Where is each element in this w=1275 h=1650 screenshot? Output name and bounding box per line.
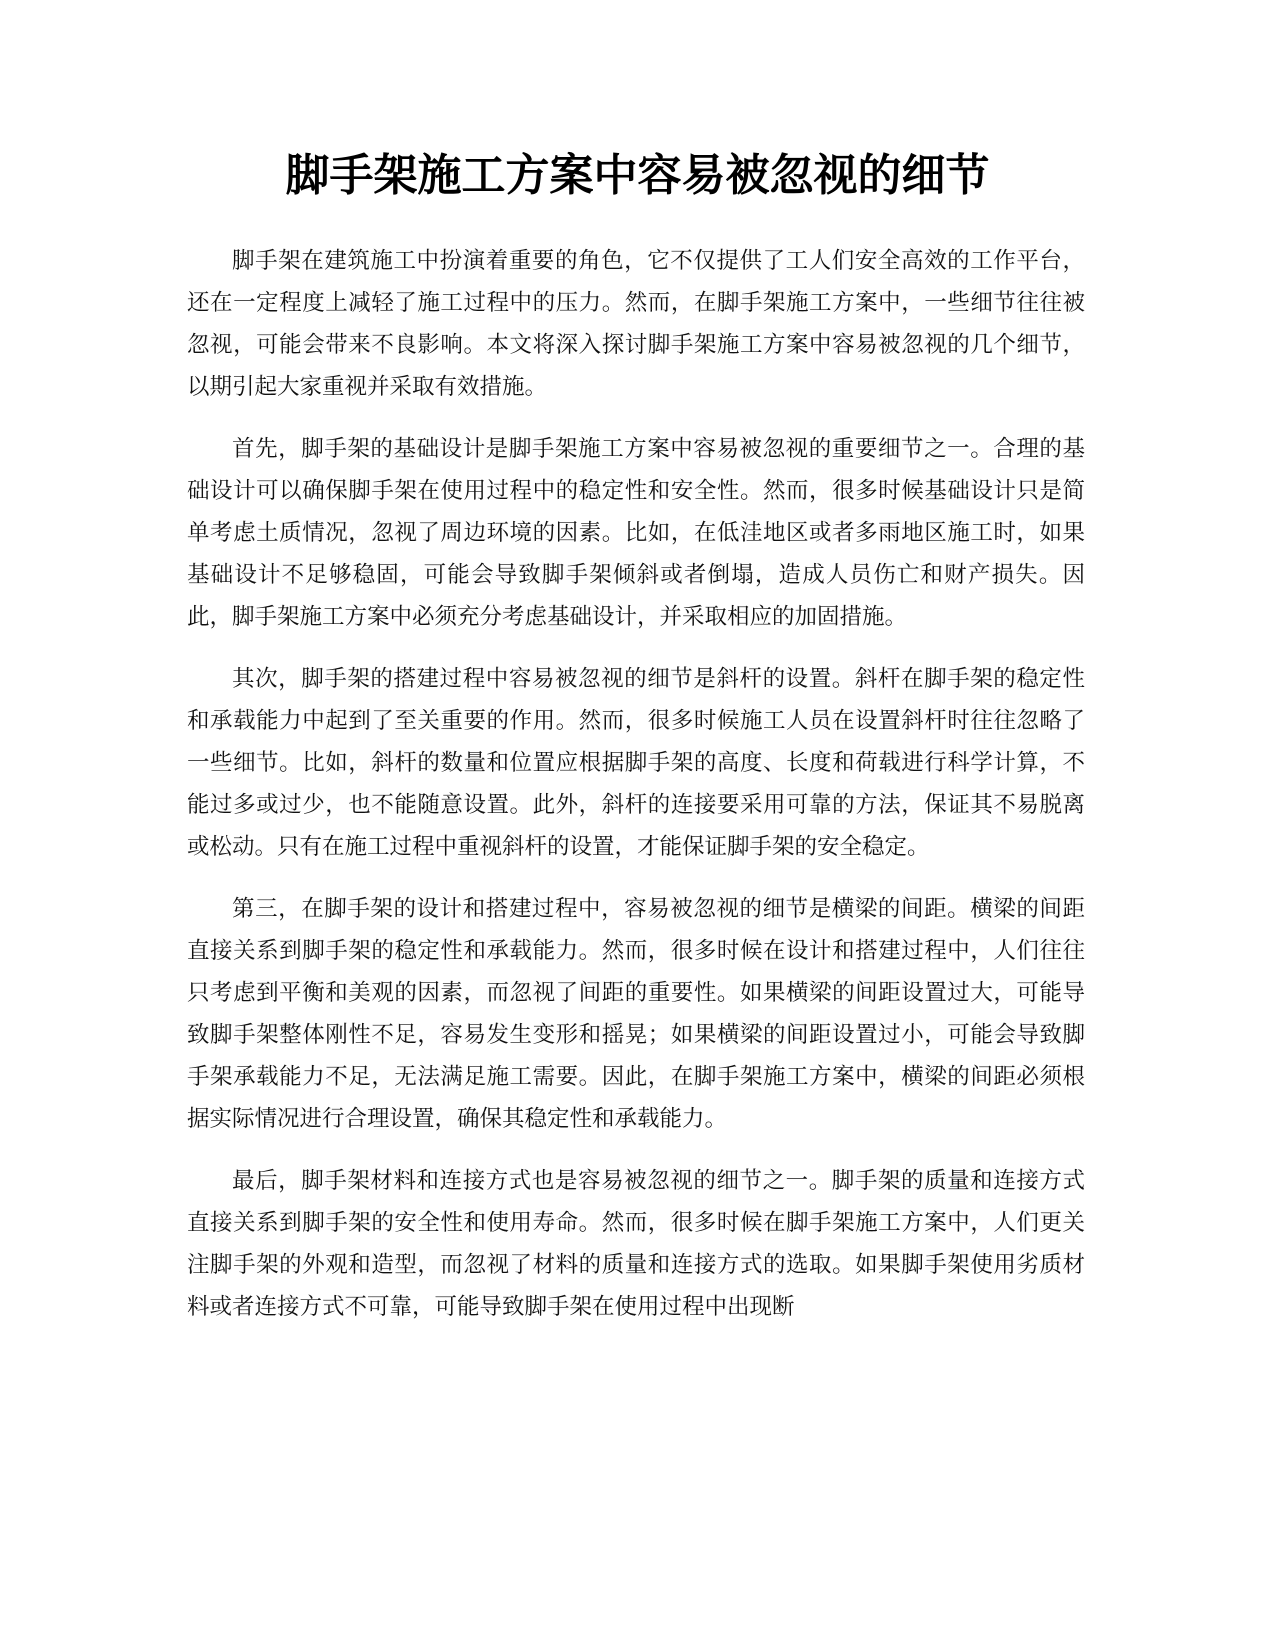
paragraph-beam-spacing: 第三，在脚手架的设计和搭建过程中，容易被忽视的细节是横梁的间距。横梁的间距直接关系到脚手架的稳定性和承载能力。然而，很多时候在设计和搭建过程中，人们往往只考虑到平衡和美观的因素，而忽视了间距的重要性。如果横梁的间距设置过大，可能导致脚手架整体刚性不足，容易发生变形和摇晃；如果横梁的间距设置过小，可能会导致脚手架承载能力不足，无法满足施工需要。因此，在脚手架施工方案中，横梁的间距必须根据实际情况进行合理设置，确保其稳定性和承载能力。 [187, 896, 1085, 1132]
paragraph-diagonal-bracing: 其次，脚手架的搭建过程中容易被忽视的细节是斜杆的设置。斜杆在脚手架的稳定性和承载能力中起到了至关重要的作用。然而，很多时候施工人员在设置斜杆时往往忽略了一些细节。比如，斜杆的数量和位置应根据脚手架的高度、长度和荷载进行科学计算，不能过多或过少，也不能随意设置。此外，斜杆的连接要采用可靠的方法，保证其不易脱离或松动。只有在施工过程中重视斜杆的设置，才能保证脚手架的安全稳定。 [187, 666, 1085, 860]
paragraph-intro: 脚手架在建筑施工中扮演着重要的角色，它不仅提供了工人们安全高效的工作平台，还在一定程度上减轻了施工过程中的压力。然而，在脚手架施工方案中，一些细节往往被忽视，可能会带来不良影响。本文将深入探讨脚手架施工方案中容易被忽视的几个细节，以期引起大家重视并采取有效措施。 [187, 248, 1085, 400]
paragraph-materials-connections: 最后，脚手架材料和连接方式也是容易被忽视的细节之一。脚手架的质量和连接方式直接关系到脚手架的安全性和使用寿命。然而，很多时候在脚手架施工方案中，人们更关注脚手架的外观和造型，而忽视了材料的质量和连接方式的选取。如果脚手架使用劣质材料或者连接方式不可靠，可能导致脚手架在使用过程中出现断 [187, 1168, 1085, 1320]
document-title: 脚手架施工方案中容易被忽视的细节 [285, 150, 990, 201]
document-body [187, 240, 1085, 1348]
paragraph-foundation-design: 首先，脚手架的基础设计是脚手架施工方案中容易被忽视的重要细节之一。合理的基础设计可以确保脚手架在使用过程中的稳定性和安全性。然而，很多时候基础设计只是简单考虑土质情况，忽视了周边环境的因素。比如，在低洼地区或者多雨地区施工时，如果基础设计不足够稳固，可能会导致脚手架倾斜或者倒塌，造成人员伤亡和财产损失。因此，脚手架施工方案中必须充分考虑基础设计，并采取相应的加固措施。 [187, 436, 1085, 630]
